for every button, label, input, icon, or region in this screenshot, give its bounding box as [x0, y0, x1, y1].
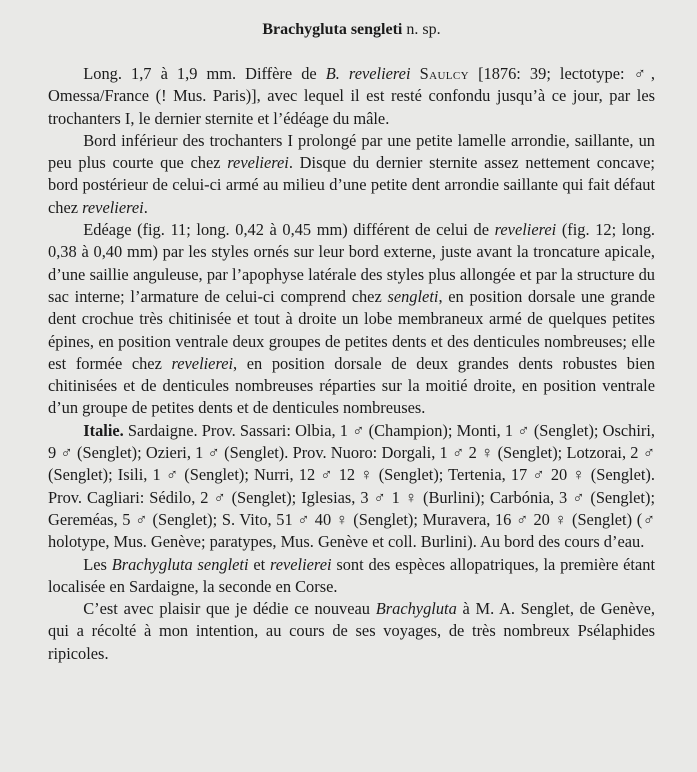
- paragraph: [48, 420, 655, 554]
- text-segment: Edéage (fig. 11; long. 0,42 à 0,45 mm) différent de celui de: [83, 220, 495, 240]
- text-segment: revelierei: [269, 554, 332, 574]
- text-segment: [411, 64, 420, 83]
- text-segment: Long. 1,7 à 1,9 mm. Diffère de: [83, 64, 326, 83]
- text-segment: .: [143, 197, 148, 217]
- text-segment: Les: [83, 554, 112, 574]
- page-title: [48, 20, 655, 40]
- text-segment: Saulcy: [419, 64, 469, 83]
- text-segment: et: [248, 554, 270, 574]
- text-segment: , en position dorsale de deux grandes dents robustes bien chitinisées et de denticules nombreuses réparties sur la moitié droite, en position ventrale d’un groupe de petites dents et de denticules nombreuses.: [48, 353, 655, 418]
- species-name: Brachygluta sengleti: [262, 21, 403, 38]
- paragraph: [48, 219, 655, 420]
- text-segment: revelierei: [227, 153, 289, 173]
- text-segment: Brachygluta: [375, 599, 457, 619]
- text-segment: à M. A. Senglet, de Genève, qui a récolté à mon intention, au cours de ses voyages, de très nombreux Psélaphides ripicoles.: [48, 599, 655, 663]
- text-segment: , en position dorsale une grande dent crochue très chitinisée et tout à droite un lobe membraneux armé de quelques petites épines, en position ventrale deux groupes de petites dents et des denticules nombreuses; elle est formée chez: [48, 286, 656, 373]
- text-segment: Brachygluta sengleti: [111, 554, 249, 574]
- text-segment: sont des espèces allopatriques, la première étant localisée en Sardaigne, la seconde en Corse.: [48, 554, 655, 596]
- text-segment: revelierei: [171, 353, 234, 373]
- text-segment: [1876: 39; lectotype: ♂, Omessa/France (! Mus. Paris)], avec lequel il est resté confondu jusqu’à ce jour, par les trochanters I, le dernier sternite et l’édéage du mâle.: [48, 64, 655, 128]
- text-segment: Italie.: [83, 420, 124, 440]
- title-suffix: n. sp.: [402, 21, 441, 38]
- body-paragraphs: [48, 63, 655, 665]
- text-segment: (fig. 12; long. 0,38 à 0,40 mm) par les styles ornés sur leur bord externe, juste avant la troncature apicale, d’une saillie anguleuse, par l’apophyse latérale des styles plus allongée et par la structure du sac interne; l’armature de celui-ci comprend chez: [48, 220, 655, 306]
- text-segment: revelierei: [494, 220, 557, 240]
- text-segment: Bord inférieur des trochanters I prolongé par une petite lamelle arrondie, saillante, un peu plus courte que chez: [48, 130, 655, 173]
- text-segment: Sardaigne. Prov. Sassari: Olbia, 1 ♂ (Champion); Monti, 1 ♂ (Senglet); Oschiri, 9 ♂ (Senglet); Ozieri, 1 ♂ (Senglet). Prov. Nuoro: Dorgali, 1 ♂ 2 ♀ (Senglet); Lotzorai, 2 ♂ (Senglet); Isili, 1 ♂ (Senglet); Nurri, 12 ♂ 12 ♀ (Senglet); Tertenia, 17 ♂ 20 ♀ (Senglet). Prov. Cagliari: Sédilo, 2 ♂ (Senglet); Iglesias, 3 ♂ 1 ♀ (Burlini); Carbónia, 3 ♂ (Senglet); Gereméas, 5 ♂ (Senglet); S. Vito, 51 ♂ 40 ♀ (Senglet); Muravera, 16 ♂ 20 ♀ (Senglet) (♂ holotype, Mus. Genève; paratypes, Mus. Genève et coll. Burlini). Au bord des cours d’eau.: [48, 420, 655, 552]
- paragraph: [48, 130, 655, 219]
- paragraph: [48, 554, 655, 599]
- text-segment: revelierei: [82, 197, 144, 217]
- text-segment: B. revelierei: [325, 64, 411, 83]
- paragraph: [48, 63, 655, 130]
- text-segment: . Disque du dernier sternite assez nettement concave; bord postérieur de celui-ci armé au milieu d’une petite dent arrondie saillante qui fait défaut chez: [48, 153, 655, 217]
- text-segment: sengleti: [387, 286, 439, 306]
- text-segment: C’est avec plaisir que je dédie ce nouveau: [83, 599, 376, 619]
- paragraph: [48, 598, 655, 665]
